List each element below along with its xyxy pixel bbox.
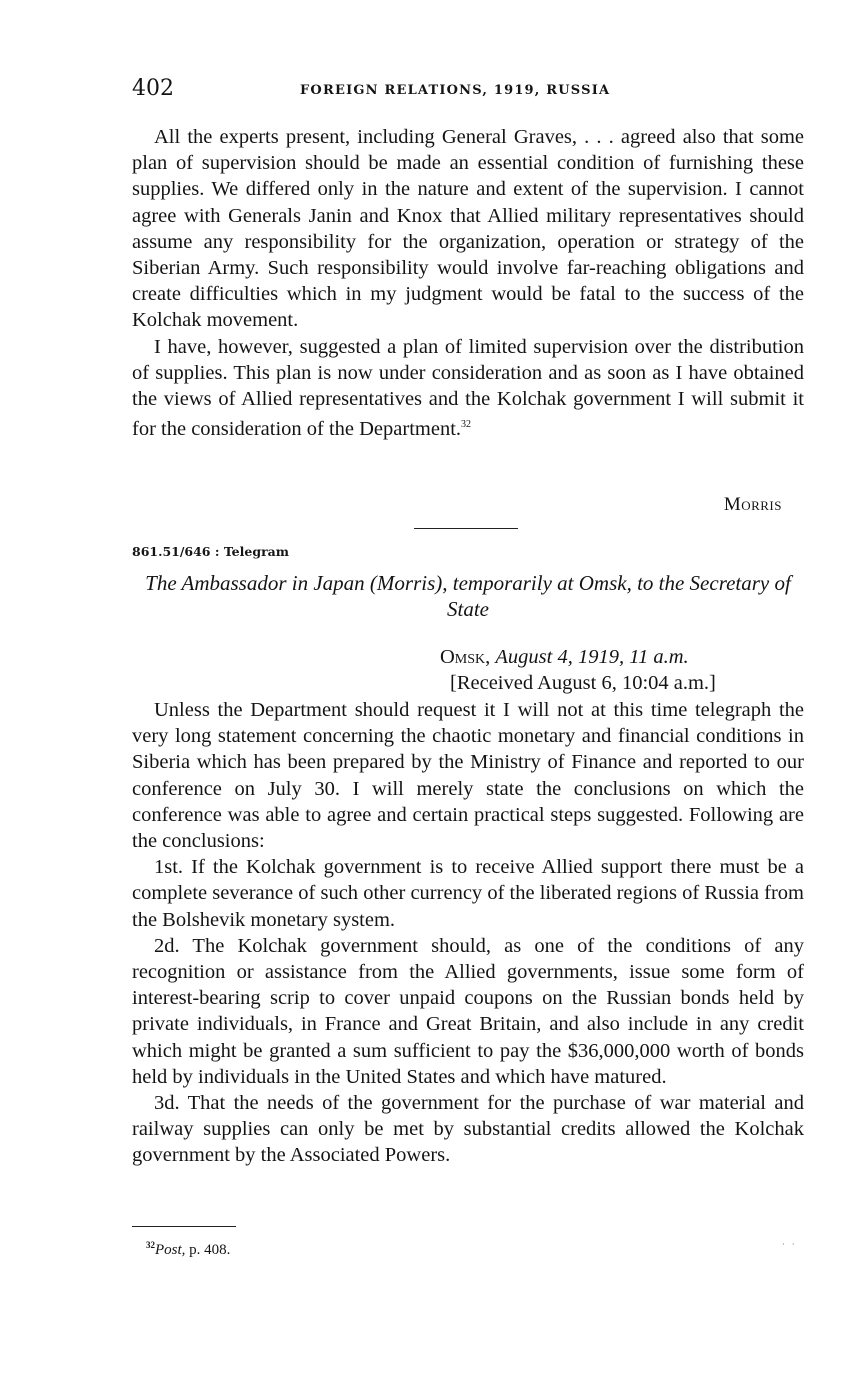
paragraph: Unless the Department should request it I will not at this time telegraph the very long statement concerning the chaotic monetary and financial conditions in Siberia which has been prepared by the Ministry of Finance and reported to our conference on July 30. I will merely state the conclusions on which the conference was able to agree and certain practical steps suggested. Following are the conclusions: (132, 699, 804, 853)
file-reference: 861.51/646 : Telegram (132, 544, 289, 559)
running-head: FOREIGN RELATIONS, 1919, RUSSIA (300, 83, 611, 98)
dateline-place: Omsk, (440, 646, 491, 668)
footnote-italic: Post, (155, 1242, 186, 1258)
paragraph: 2d. The Kolchak government should, as one of the conditions of any recognition or assistance from the Allied governments, issue some form of interest-bearing scrip to cover unpaid coupons on the Russian bonds held by private individuals, in France and Great Britain, and also include in any credit which might be granted a sum sufficient to pay the $36,000,000 worth of bonds held by individuals in the United States and which have matured. (132, 934, 804, 1088)
page-number: 402 (132, 76, 174, 101)
footnote-ref: 32 (461, 419, 472, 431)
paragraph (132, 334, 804, 443)
print-speck: · · (782, 1240, 797, 1250)
dateline-date: August 4, 1919, 11 a.m. (495, 646, 689, 668)
dateline (440, 644, 689, 670)
footnote (146, 1240, 230, 1259)
letter-body (132, 124, 804, 442)
signature: Morris (723, 494, 782, 515)
paragraph: 1st. If the Kolchak government is to receive Allied support there must be a complete severance of such other currency of the liberated regions of Russia from the Bolshevik monetary system. (132, 856, 804, 931)
received-line: [Received August 6, 10:04 a.m.] (450, 672, 716, 694)
page-header (132, 76, 804, 106)
document-title: The Ambassador in Japan (Morris), temporarily at Omsk, to the Secretary of State (145, 571, 791, 621)
footnote-text: p. 408. (185, 1242, 231, 1258)
paragraph-text: I have, however, suggested a plan of limited supervision over the distribution of supplies. This plan is now under consideration and as soon as I have obtained the views of Allied representatives and the Kolchak government I will submit it for the consideration of the Department. (132, 335, 804, 441)
paragraph: 3d. That the needs of the government for the purchase of war material and railway supplies can only be met by substantial credits allowed the Kolchak government by the Associated Powers. (132, 1092, 804, 1167)
footnote-rule (132, 1226, 236, 1227)
paragraph: All the experts present, including General Graves, . . . agreed also that some plan of supervision should be made an essential condition of furnishing these supplies. We differed only in the nature and extent of the supervision. I cannot agree with Generals Janin and Knox that Allied military representatives should assume any responsibility for the organization, operation or strategy of the Siberian Army. Such responsibility would involve far-reaching obligations and create difficulties which in my judgment would be fatal to the success of the Kolchak movement. (132, 126, 804, 332)
section-divider (414, 528, 518, 529)
footnote-number: 32 (146, 1240, 155, 1250)
telegram-body (132, 697, 804, 1169)
